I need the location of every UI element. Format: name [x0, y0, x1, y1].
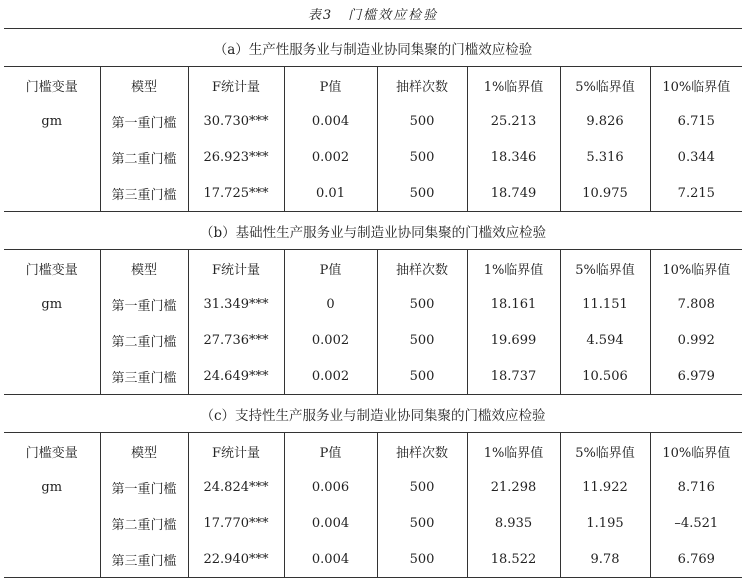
critical-10pct-cell: 6.769 — [650, 541, 742, 578]
model-cell: 第二重门槛 — [100, 139, 188, 175]
critical-1pct-cell: 8.935 — [467, 505, 560, 541]
critical-5pct-cell: 9.78 — [560, 541, 650, 578]
p-value-cell: 0.002 — [284, 139, 377, 175]
table-row — [4, 286, 742, 322]
model-cell: 第三重门槛 — [100, 175, 188, 212]
f-statistic-cell: 22.940*** — [188, 541, 284, 578]
f-statistic-cell: 30.730*** — [188, 103, 284, 139]
f-statistic-cell: 26.923*** — [188, 139, 284, 175]
critical-10pct-cell: 6.715 — [677, 113, 715, 129]
model-cell: 第二重门槛 — [100, 322, 188, 358]
sample-count-cell: 500 — [377, 139, 467, 175]
header-critical-10pct: 10%临界值 — [662, 262, 731, 278]
panel-title-row — [4, 212, 742, 250]
header-model: 模型 — [100, 67, 188, 104]
table-body — [4, 29, 742, 578]
p-value-cell: 0.002 — [284, 322, 377, 358]
critical-10pct-cell: 7.215 — [650, 175, 742, 212]
sample-count-cell: 500 — [377, 358, 467, 395]
critical-10pct-cell: 8.716 — [677, 479, 715, 495]
model-cell: 第一重门槛 — [100, 286, 188, 322]
header-critical-5pct: 5%临界值 — [560, 433, 650, 470]
model-cell: 第三重门槛 — [100, 358, 188, 395]
critical-1pct-cell: 21.298 — [467, 469, 560, 505]
threshold-variable-cell: gm — [4, 103, 100, 139]
empty-cell — [4, 505, 100, 541]
critical-5pct-cell: 10.975 — [560, 175, 650, 212]
header-model: 模型 — [100, 250, 188, 287]
p-value-cell: 0.002 — [284, 358, 377, 395]
critical-5pct-cell: 5.316 — [560, 139, 650, 175]
p-value-cell: 0.006 — [284, 469, 377, 505]
header-sample-count: 抽样次数 — [377, 250, 467, 287]
header-threshold-variable: 门槛变量 — [4, 250, 100, 287]
table-row — [4, 322, 742, 358]
sample-count-cell: 500 — [377, 541, 467, 578]
critical-5pct-cell: 9.826 — [560, 103, 650, 139]
critical-10pct-cell: –4.521 — [674, 515, 719, 531]
p-value-cell: 0.01 — [284, 175, 377, 212]
panel-title: （a）生产性服务业与制造业协同集聚的门槛效应检验 — [4, 29, 742, 67]
model-cell: 第二重门槛 — [100, 505, 188, 541]
header-f-statistic: F统计量 — [188, 433, 284, 470]
header-critical-1pct: 1%临界值 — [467, 250, 560, 287]
table-row — [4, 175, 742, 212]
header-sample-count: 抽样次数 — [377, 433, 467, 470]
sample-count-cell: 500 — [377, 505, 467, 541]
critical-1pct-cell: 18.749 — [467, 175, 560, 212]
critical-1pct-cell: 25.213 — [467, 103, 560, 139]
header-sample-count: 抽样次数 — [377, 67, 467, 104]
panel-title: （b）基础性生产服务业与制造业协同集聚的门槛效应检验 — [4, 212, 742, 250]
critical-10pct-cell: 0.992 — [677, 332, 715, 348]
critical-10pct-cell: 0.344 — [677, 149, 715, 165]
header-row — [4, 67, 742, 104]
sample-count-cell: 500 — [377, 322, 467, 358]
sample-count-cell: 500 — [377, 103, 467, 139]
empty-cell — [4, 175, 100, 212]
header-p-value: P值 — [284, 250, 377, 287]
f-statistic-cell: 27.736*** — [188, 322, 284, 358]
p-value-cell: 0 — [284, 286, 377, 322]
f-statistic-cell: 17.770*** — [188, 505, 284, 541]
header-row — [4, 433, 742, 470]
critical-1pct-cell: 18.737 — [467, 358, 560, 395]
header-p-value: P值 — [284, 433, 377, 470]
critical-5pct-cell: 10.506 — [560, 358, 650, 395]
critical-5pct-cell: 11.922 — [560, 469, 650, 505]
empty-cell — [4, 541, 100, 578]
critical-5pct-cell: 4.594 — [560, 322, 650, 358]
model-cell: 第三重门槛 — [100, 541, 188, 578]
critical-1pct-cell: 18.161 — [467, 286, 560, 322]
f-statistic-cell: 24.824*** — [188, 469, 284, 505]
model-cell: 第一重门槛 — [100, 469, 188, 505]
header-critical-5pct: 5%临界值 — [560, 250, 650, 287]
panel-title-row — [4, 395, 742, 433]
table-row — [4, 103, 742, 139]
panel-title: （c）支持性生产服务业与制造业协同集聚的门槛效应检验 — [4, 395, 742, 433]
header-threshold-variable: 门槛变量 — [4, 433, 100, 470]
threshold-test-table — [4, 28, 742, 578]
f-statistic-cell: 24.649*** — [188, 358, 284, 395]
f-statistic-cell: 17.725*** — [188, 175, 284, 212]
critical-10pct-cell: 7.808 — [677, 296, 715, 312]
header-threshold-variable: 门槛变量 — [4, 67, 100, 104]
panel-title-row — [4, 29, 742, 67]
header-critical-1pct: 1%临界值 — [467, 433, 560, 470]
table-row — [4, 358, 742, 395]
sample-count-cell: 500 — [377, 175, 467, 212]
empty-cell — [4, 322, 100, 358]
critical-5pct-cell: 11.151 — [560, 286, 650, 322]
empty-cell — [4, 139, 100, 175]
threshold-variable-cell: gm — [4, 286, 100, 322]
header-critical-5pct: 5%临界值 — [560, 67, 650, 104]
critical-1pct-cell: 19.699 — [467, 322, 560, 358]
sample-count-cell: 500 — [377, 286, 467, 322]
header-p-value: P值 — [284, 67, 377, 104]
model-cell: 第一重门槛 — [100, 103, 188, 139]
header-f-statistic: F统计量 — [188, 250, 284, 287]
header-model: 模型 — [100, 433, 188, 470]
threshold-variable-cell: gm — [4, 469, 100, 505]
p-value-cell: 0.004 — [284, 103, 377, 139]
header-critical-10pct: 10%临界值 — [662, 445, 731, 461]
f-statistic-cell: 31.349*** — [188, 286, 284, 322]
header-f-statistic: F统计量 — [188, 67, 284, 104]
header-critical-10pct: 10%临界值 — [662, 79, 731, 95]
critical-5pct-cell: 1.195 — [560, 505, 650, 541]
empty-cell — [4, 358, 100, 395]
table-row — [4, 541, 742, 578]
table-row — [4, 469, 742, 505]
critical-10pct-cell: 6.979 — [650, 358, 742, 395]
table-row — [4, 505, 742, 541]
critical-1pct-cell: 18.522 — [467, 541, 560, 578]
critical-1pct-cell: 18.346 — [467, 139, 560, 175]
header-critical-1pct: 1%临界值 — [467, 67, 560, 104]
table-row — [4, 139, 742, 175]
p-value-cell: 0.004 — [284, 541, 377, 578]
table-caption: 表3 门槛效应检验 — [307, 8, 439, 23]
sample-count-cell: 500 — [377, 469, 467, 505]
header-row — [4, 250, 742, 287]
p-value-cell: 0.004 — [284, 505, 377, 541]
